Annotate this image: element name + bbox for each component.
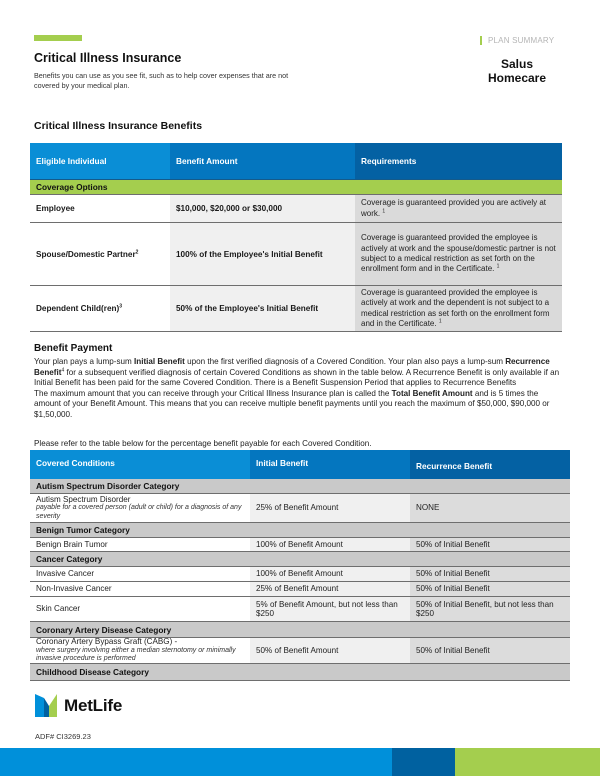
column-header-benefit-amount: Benefit Amount	[170, 143, 355, 179]
initial-benefit-cell: 25% of Benefit Amount	[250, 582, 410, 596]
condition-cell: Skin Cancer	[30, 597, 250, 621]
table-row	[30, 223, 562, 286]
company-name-line1: Salus	[500, 57, 533, 71]
benefit-payment-title: Benefit Payment	[34, 343, 113, 354]
column-header-initial-benefit: Initial Benefit	[250, 450, 410, 479]
requirements-cell: Coverage is guaranteed provided the employee is actively at work and the dependent is not subject to a medical restriction as set forth on the enrollment form and in the Certificate. $^1$	[355, 286, 562, 331]
column-header-requirements: Requirements	[355, 143, 562, 179]
condition-cell: Invasive Cancer	[30, 567, 250, 581]
footer-color-bar	[0, 748, 600, 776]
footer-bar-green	[455, 748, 600, 776]
table-row	[30, 494, 570, 523]
requirements-cell: Coverage is guaranteed provided the employee is actively at work and the spouse/domestic partner is not subject to a medical restriction as set forth on the enrollment form and in the Certificate. $^1$	[355, 223, 562, 285]
recurrence-benefit-cell: 50% of Initial Benefit	[410, 582, 570, 596]
requirements-cell: Coverage is guaranteed provided you are actively at work. $^1$	[355, 195, 562, 222]
conditions-table-header	[30, 450, 570, 479]
company-name-line2: Homecare	[487, 71, 547, 85]
covered-conditions-table	[30, 450, 570, 681]
metlife-logo-icon	[35, 694, 57, 717]
benefit-payment-text	[34, 357, 564, 421]
initial-benefit-cell: 5% of Benefit Amount, but not less than $250	[250, 597, 410, 621]
table-row	[30, 195, 562, 223]
document-title: Critical Illness Insurance	[34, 51, 182, 65]
document-subtitle: Benefits you can use as you see fit, such as to help cover expenses that are not covered by your medical plan.	[34, 71, 289, 90]
initial-benefit-cell: 50% of Benefit Amount	[250, 638, 410, 663]
table-row	[30, 638, 570, 664]
metlife-logo-text: MetLife	[64, 695, 123, 715]
eligible-individual-cell: Employee	[30, 195, 170, 222]
table-row	[30, 286, 562, 332]
eligible-individual-cell: Spouse/Domestic Partner$^2$	[30, 223, 170, 285]
condition-cell: Coronary Artery Bypass Graft (CABG) - where surgery involving either a median sternotomy or minimally invasive procedure is performed	[30, 638, 250, 663]
benefit-amount-cell: 100% of the Employee's Initial Benefit	[170, 223, 355, 285]
recurrence-benefit-cell: 50% of Initial Benefit	[410, 638, 570, 663]
recurrence-benefit-cell: 50% of Initial Benefit	[410, 538, 570, 551]
benefit-amount-cell: $10,000, $20,000 or $30,000	[170, 195, 355, 222]
column-header-covered-conditions: Covered Conditions	[30, 450, 250, 479]
category-row-benign-tumor: Benign Tumor Category	[30, 523, 570, 538]
condition-cell: Autism Spectrum Disorder payable for a covered person (adult or child) for a diagnosis of any severity	[30, 494, 250, 522]
initial-benefit-cell: 100% of Benefit Amount	[250, 538, 410, 551]
metlife-logo	[35, 694, 122, 717]
benefit-payment-paragraph-2: The maximum amount that you can receive through your Critical Illness Insurance plan is called the Total Benefit Amount and is 5 times the amount of your Benefit Amount. This means that you can receive multiple benefit payments until you reach the maximum of $50,000, $90,000 or $1,50,000.	[34, 388, 550, 419]
category-row-autism: Autism Spectrum Disorder Category	[30, 479, 570, 494]
column-header-eligible-individual: Eligible Individual	[30, 143, 170, 179]
table-reference-note: Please refer to the table below for the percentage benefit payable for each Covered Condition.	[34, 439, 372, 448]
condition-cell: Benign Brain Tumor	[30, 538, 250, 551]
table-row	[30, 538, 570, 552]
green-accent-bar	[34, 35, 82, 41]
footer-bar-dark-blue	[392, 748, 455, 776]
recurrence-benefit-cell: NONE	[410, 494, 570, 522]
recurrence-benefit-cell: 50% of Initial Benefit, but not less than $250	[410, 597, 570, 621]
accent-divider-icon	[480, 36, 482, 45]
benefit-payment-paragraph-1: Your plan pays a lump-sum Initial Benefit upon the first verified diagnosis of a Covered Condition. Your plan also pays a lump-sum Recurrence Benefit$^4$ for a subsequent verified diagnosis of certain Covered Conditions as shown in the table below. A Recurrence Benefit is only available if an Initial Benefit has been paid for the same Covered Condition. There is a Benefit Suspension Period that applies to Recurrence Benefits	[34, 357, 560, 388]
table-row	[30, 582, 570, 597]
recurrence-benefit-cell: 50% of Initial Benefit	[410, 567, 570, 581]
initial-benefit-cell: 100% of Benefit Amount	[250, 567, 410, 581]
eligible-individual-cell: Dependent Child(ren)$^3$	[30, 286, 170, 331]
benefits-section-title: Critical Illness Insurance Benefits	[34, 120, 203, 132]
benefits-table	[30, 143, 562, 332]
condition-cell: Non-Invasive Cancer	[30, 582, 250, 596]
plan-summary-label	[480, 36, 554, 45]
category-row-cancer: Cancer Category	[30, 552, 570, 567]
benefit-amount-cell: 50% of the Employee's Initial Benefit	[170, 286, 355, 331]
coverage-options-group-row: Coverage Options	[30, 180, 562, 195]
plan-summary-text: PLAN SUMMARY	[488, 36, 555, 45]
initial-benefit-cell: 25% of Benefit Amount	[250, 494, 410, 522]
category-row-childhood-disease: Childhood Disease Category	[30, 664, 570, 681]
adf-number: ADF# CI3269.23	[35, 732, 91, 741]
table-row	[30, 567, 570, 582]
column-header-recurrence-benefit: Recurrence Benefit	[410, 450, 570, 479]
footer-bar-blue	[0, 748, 392, 776]
category-row-coronary-artery-disease: Coronary Artery Disease Category	[30, 622, 570, 638]
company-name	[462, 57, 572, 85]
benefits-table-header	[30, 143, 562, 180]
table-row	[30, 597, 570, 622]
